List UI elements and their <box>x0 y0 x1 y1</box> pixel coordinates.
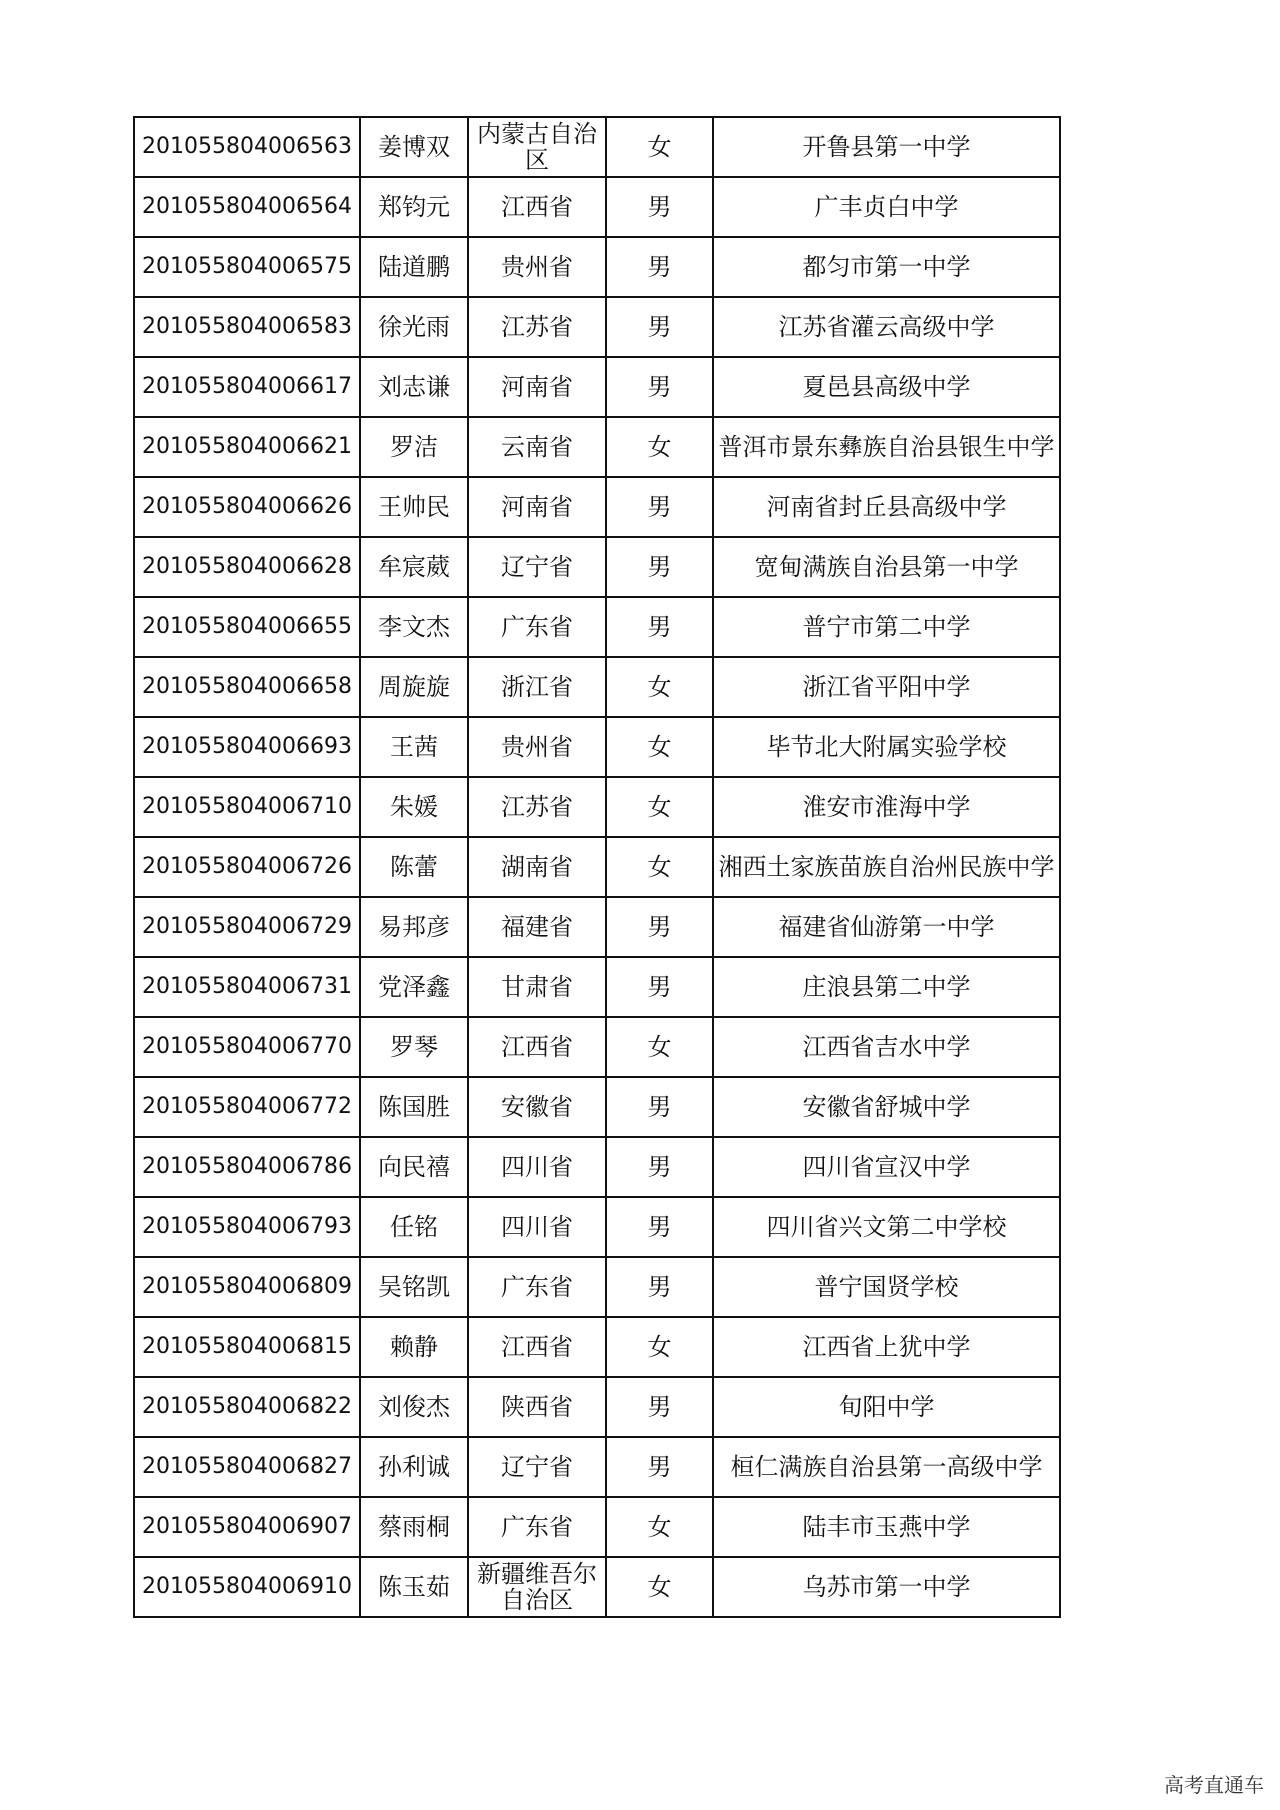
cell-gender: 女 <box>606 717 713 777</box>
cell-gender: 男 <box>606 897 713 957</box>
cell-province: 江西省 <box>468 1317 606 1377</box>
cell-gender: 女 <box>606 117 713 177</box>
cell-student-name: 刘志谦 <box>360 357 468 417</box>
cell-student-id: 201055804006827 <box>134 1437 360 1497</box>
cell-student-id: 201055804006772 <box>134 1077 360 1137</box>
table-row <box>134 657 1060 717</box>
cell-province: 辽宁省 <box>468 1437 606 1497</box>
cell-student-name: 陈国胜 <box>360 1077 468 1137</box>
cell-student-name: 陈玉茹 <box>360 1557 468 1617</box>
cell-province: 四川省 <box>468 1137 606 1197</box>
table-row <box>134 297 1060 357</box>
cell-student-name: 李文杰 <box>360 597 468 657</box>
watermark-text: 高考直通车 <box>1164 1773 1264 1797</box>
cell-student-name: 吴铭凯 <box>360 1257 468 1317</box>
cell-school: 浙江省平阳中学 <box>713 657 1060 717</box>
table-row <box>134 1137 1060 1197</box>
cell-student-name: 朱媛 <box>360 777 468 837</box>
cell-student-id: 201055804006809 <box>134 1257 360 1317</box>
cell-gender: 女 <box>606 777 713 837</box>
cell-province: 江苏省 <box>468 777 606 837</box>
cell-school: 开鲁县第一中学 <box>713 117 1060 177</box>
cell-school: 都匀市第一中学 <box>713 237 1060 297</box>
cell-province: 新疆维吾尔自治区 <box>468 1557 606 1617</box>
cell-gender: 男 <box>606 1437 713 1497</box>
cell-province: 辽宁省 <box>468 537 606 597</box>
cell-gender: 女 <box>606 837 713 897</box>
cell-gender: 男 <box>606 537 713 597</box>
table-row <box>134 1077 1060 1137</box>
cell-student-id: 201055804006655 <box>134 597 360 657</box>
cell-student-name: 姜博双 <box>360 117 468 177</box>
cell-province: 湖南省 <box>468 837 606 897</box>
cell-school: 毕节北大附属实验学校 <box>713 717 1060 777</box>
cell-student-id: 201055804006815 <box>134 1317 360 1377</box>
table-row <box>134 1557 1060 1617</box>
cell-school: 淮安市淮海中学 <box>713 777 1060 837</box>
cell-province: 广东省 <box>468 597 606 657</box>
cell-province: 内蒙古自治区 <box>468 117 606 177</box>
cell-gender: 男 <box>606 1137 713 1197</box>
cell-school: 庄浪县第二中学 <box>713 957 1060 1017</box>
cell-student-id: 201055804006822 <box>134 1377 360 1437</box>
cell-province: 河南省 <box>468 357 606 417</box>
roster-body <box>134 117 1060 1617</box>
cell-student-name: 赖静 <box>360 1317 468 1377</box>
cell-province: 江西省 <box>468 177 606 237</box>
table-row <box>134 1437 1060 1497</box>
cell-school: 河南省封丘县高级中学 <box>713 477 1060 537</box>
table-row <box>134 357 1060 417</box>
cell-student-name: 易邦彦 <box>360 897 468 957</box>
cell-student-name: 徐光雨 <box>360 297 468 357</box>
cell-student-id: 201055804006710 <box>134 777 360 837</box>
cell-school: 四川省宣汉中学 <box>713 1137 1060 1197</box>
cell-school: 广丰贞白中学 <box>713 177 1060 237</box>
table-row <box>134 537 1060 597</box>
cell-province: 贵州省 <box>468 717 606 777</box>
cell-student-id: 201055804006770 <box>134 1017 360 1077</box>
cell-student-id: 201055804006726 <box>134 837 360 897</box>
cell-student-id: 201055804006626 <box>134 477 360 537</box>
cell-school: 江西省上犹中学 <box>713 1317 1060 1377</box>
cell-gender: 女 <box>606 1497 713 1557</box>
cell-student-name: 陆道鹏 <box>360 237 468 297</box>
cell-province: 河南省 <box>468 477 606 537</box>
cell-school: 夏邑县高级中学 <box>713 357 1060 417</box>
cell-province: 安徽省 <box>468 1077 606 1137</box>
cell-student-id: 201055804006583 <box>134 297 360 357</box>
cell-student-id: 201055804006617 <box>134 357 360 417</box>
cell-student-id: 201055804006658 <box>134 657 360 717</box>
cell-student-name: 罗洁 <box>360 417 468 477</box>
cell-gender: 女 <box>606 657 713 717</box>
cell-student-name: 王帅民 <box>360 477 468 537</box>
cell-student-name: 蔡雨桐 <box>360 1497 468 1557</box>
table-row <box>134 1197 1060 1257</box>
cell-province: 江西省 <box>468 1017 606 1077</box>
cell-student-name: 郑钧元 <box>360 177 468 237</box>
cell-student-id: 201055804006628 <box>134 537 360 597</box>
student-roster-table <box>133 116 1061 1618</box>
cell-student-name: 刘俊杰 <box>360 1377 468 1437</box>
table-row <box>134 957 1060 1017</box>
cell-province: 甘肃省 <box>468 957 606 1017</box>
cell-gender: 男 <box>606 957 713 1017</box>
cell-gender: 男 <box>606 1377 713 1437</box>
cell-student-name: 向民禧 <box>360 1137 468 1197</box>
cell-gender: 男 <box>606 477 713 537</box>
cell-student-id: 201055804006564 <box>134 177 360 237</box>
cell-student-name: 任铭 <box>360 1197 468 1257</box>
cell-school: 江苏省灌云高级中学 <box>713 297 1060 357</box>
cell-gender: 男 <box>606 597 713 657</box>
cell-province: 福建省 <box>468 897 606 957</box>
cell-student-name: 罗琴 <box>360 1017 468 1077</box>
table-row <box>134 477 1060 537</box>
cell-student-id: 201055804006575 <box>134 237 360 297</box>
cell-school: 福建省仙游第一中学 <box>713 897 1060 957</box>
cell-student-id: 201055804006910 <box>134 1557 360 1617</box>
cell-province: 四川省 <box>468 1197 606 1257</box>
table-row <box>134 1317 1060 1377</box>
cell-student-id: 201055804006907 <box>134 1497 360 1557</box>
cell-gender: 男 <box>606 297 713 357</box>
cell-gender: 女 <box>606 1557 713 1617</box>
cell-gender: 女 <box>606 1317 713 1377</box>
table-row <box>134 777 1060 837</box>
cell-school: 普宁国贤学校 <box>713 1257 1060 1317</box>
cell-province: 广东省 <box>468 1257 606 1317</box>
cell-school: 宽甸满族自治县第一中学 <box>713 537 1060 597</box>
cell-province: 贵州省 <box>468 237 606 297</box>
table-row <box>134 1257 1060 1317</box>
cell-student-name: 党泽鑫 <box>360 957 468 1017</box>
cell-school: 普洱市景东彝族自治县银生中学 <box>713 417 1060 477</box>
cell-province: 云南省 <box>468 417 606 477</box>
table-row <box>134 597 1060 657</box>
cell-school: 陆丰市玉燕中学 <box>713 1497 1060 1557</box>
cell-gender: 男 <box>606 357 713 417</box>
cell-student-id: 201055804006729 <box>134 897 360 957</box>
cell-province: 浙江省 <box>468 657 606 717</box>
table-row <box>134 177 1060 237</box>
table-row <box>134 717 1060 777</box>
cell-student-name: 王茜 <box>360 717 468 777</box>
cell-student-name: 陈蕾 <box>360 837 468 897</box>
table-row <box>134 117 1060 177</box>
cell-student-name: 周旋旋 <box>360 657 468 717</box>
cell-gender: 女 <box>606 1017 713 1077</box>
cell-province: 陕西省 <box>468 1377 606 1437</box>
cell-gender: 男 <box>606 177 713 237</box>
cell-student-name: 牟宸葳 <box>360 537 468 597</box>
table-row <box>134 837 1060 897</box>
cell-school: 湘西土家族苗族自治州民族中学 <box>713 837 1060 897</box>
cell-student-id: 201055804006563 <box>134 117 360 177</box>
table-row <box>134 1377 1060 1437</box>
cell-school: 四川省兴文第二中学校 <box>713 1197 1060 1257</box>
table-row <box>134 417 1060 477</box>
cell-gender: 男 <box>606 1077 713 1137</box>
cell-province: 广东省 <box>468 1497 606 1557</box>
cell-school: 旬阳中学 <box>713 1377 1060 1437</box>
cell-gender: 男 <box>606 237 713 297</box>
table-row <box>134 1017 1060 1077</box>
table-row <box>134 237 1060 297</box>
cell-school: 普宁市第二中学 <box>713 597 1060 657</box>
cell-student-id: 201055804006793 <box>134 1197 360 1257</box>
cell-school: 桓仁满族自治县第一高级中学 <box>713 1437 1060 1497</box>
table-row <box>134 897 1060 957</box>
cell-student-id: 201055804006731 <box>134 957 360 1017</box>
cell-province: 江苏省 <box>468 297 606 357</box>
cell-gender: 男 <box>606 1197 713 1257</box>
table-row <box>134 1497 1060 1557</box>
cell-gender: 男 <box>606 1257 713 1317</box>
cell-student-id: 201055804006693 <box>134 717 360 777</box>
cell-student-id: 201055804006621 <box>134 417 360 477</box>
cell-school: 乌苏市第一中学 <box>713 1557 1060 1617</box>
cell-student-name: 孙利诚 <box>360 1437 468 1497</box>
cell-gender: 女 <box>606 417 713 477</box>
cell-school: 安徽省舒城中学 <box>713 1077 1060 1137</box>
cell-student-id: 201055804006786 <box>134 1137 360 1197</box>
cell-school: 江西省吉水中学 <box>713 1017 1060 1077</box>
